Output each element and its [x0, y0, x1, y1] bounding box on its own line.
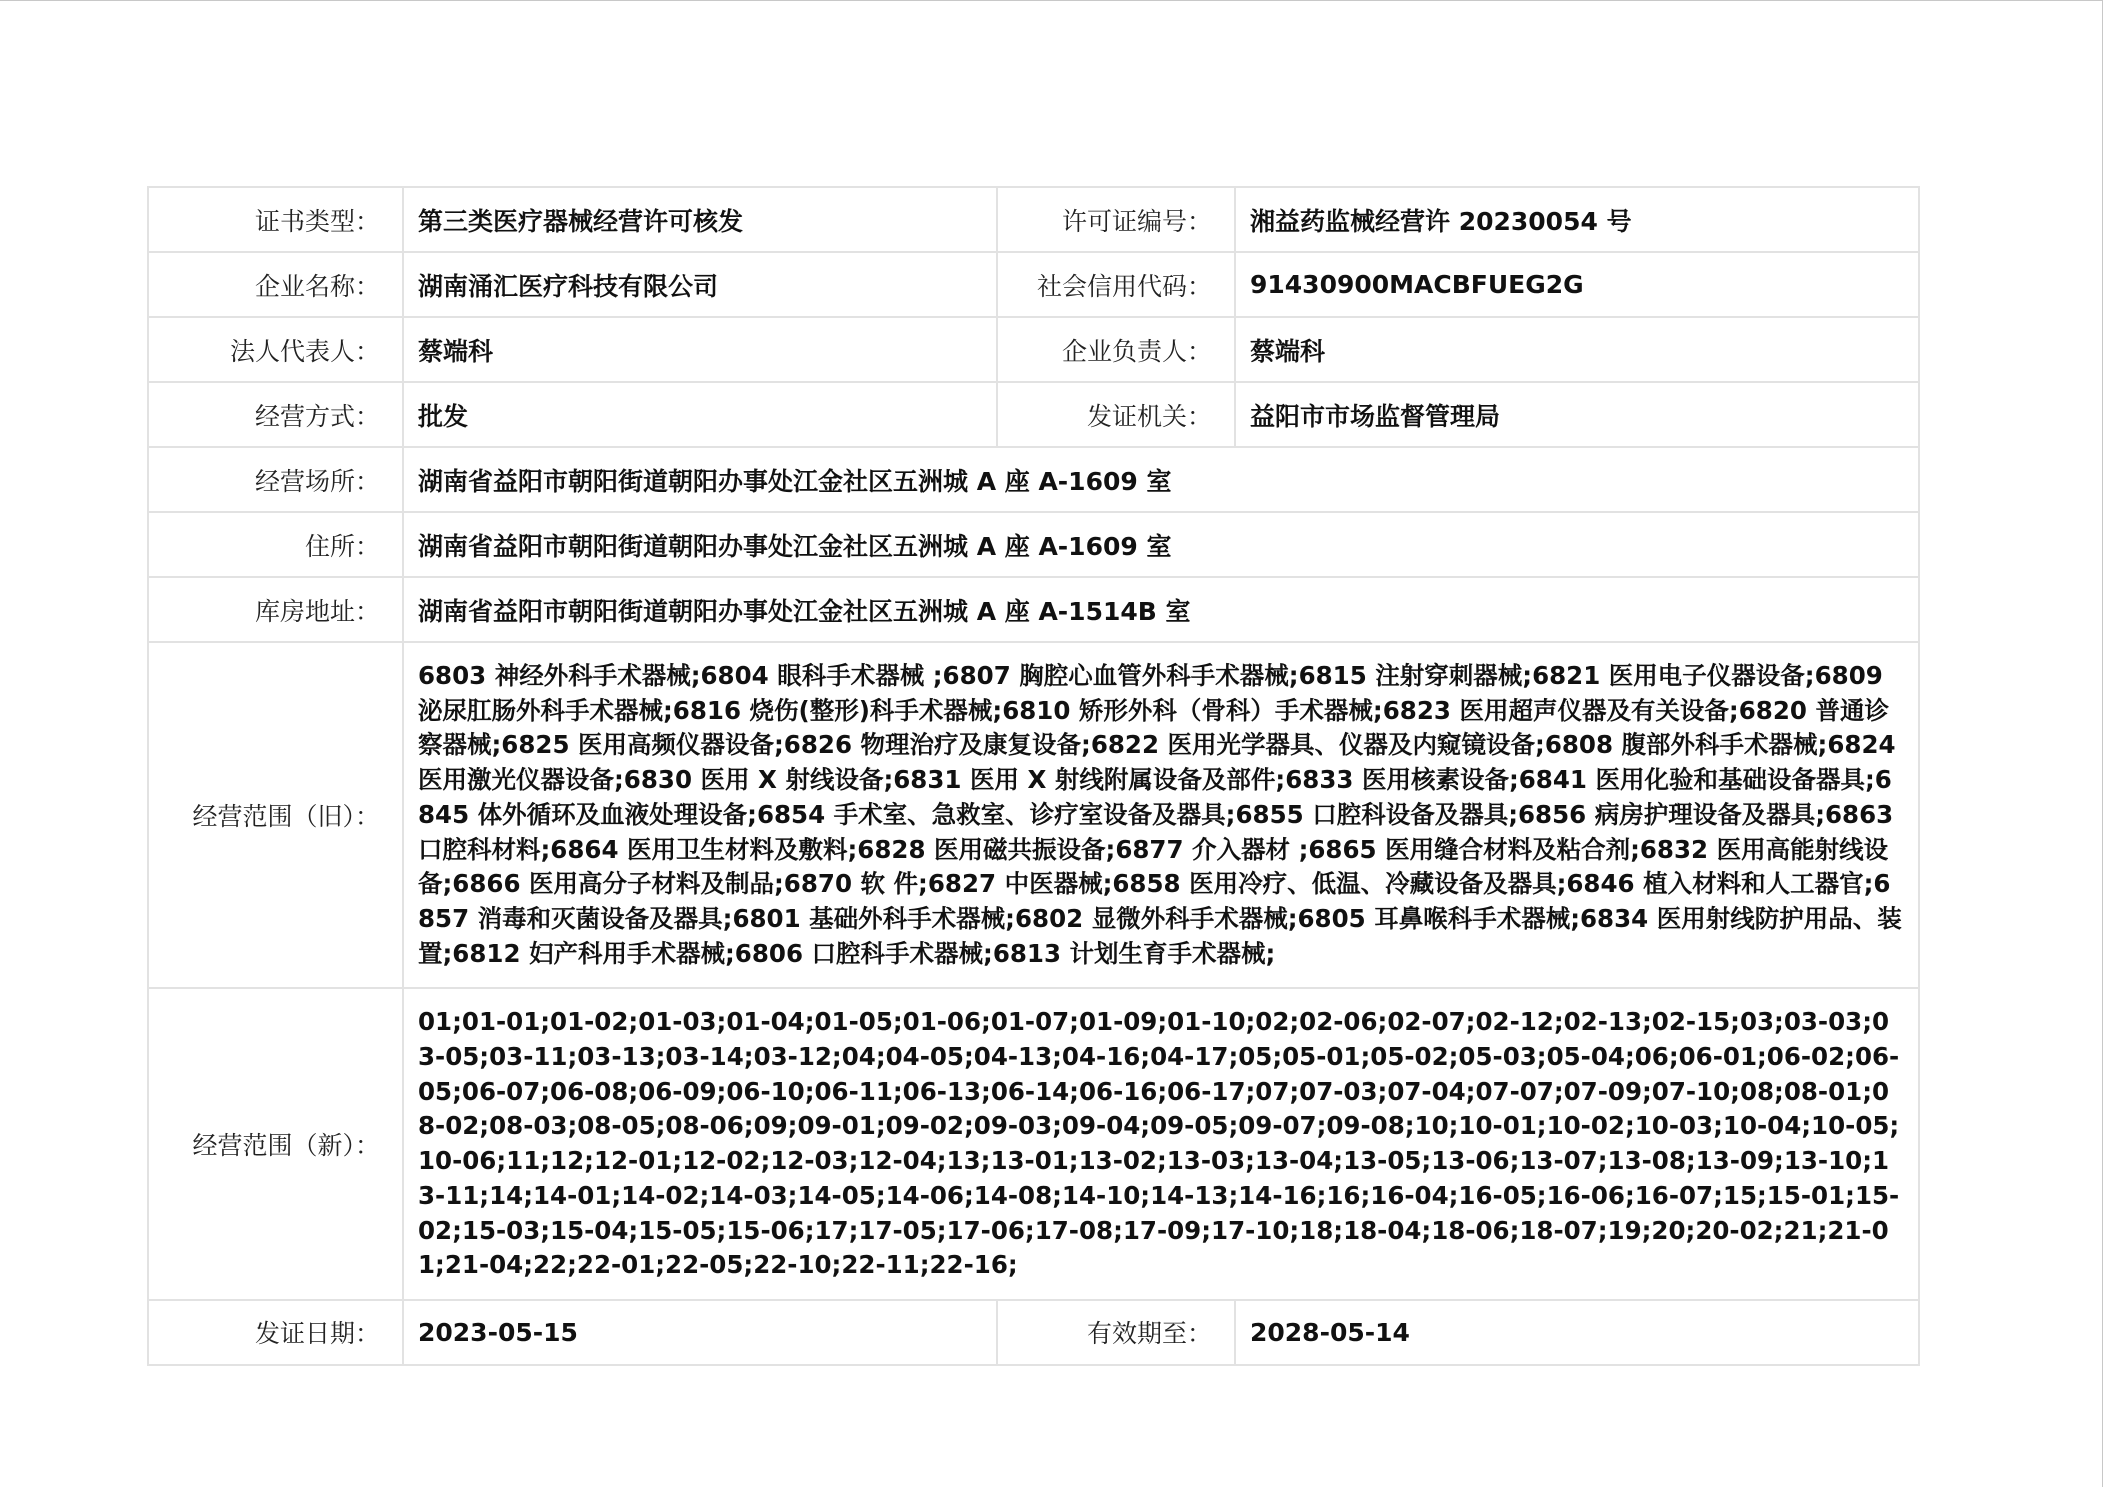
row-dates — [148, 1300, 1919, 1365]
company-name-value: 湖南涌汇医疗科技有限公司 — [403, 252, 997, 317]
row-scope-new — [148, 988, 1919, 1300]
row-business-premises — [148, 447, 1919, 512]
residence-label: 住所： — [148, 512, 403, 577]
row-cert-type — [148, 187, 1919, 252]
certificate-table — [147, 186, 1920, 1366]
person-in-charge-label: 企业负责人： — [997, 317, 1235, 382]
legal-rep-value: 蔡端科 — [403, 317, 997, 382]
scope-old-value: 6803 神经外科手术器械;6804 眼科手术器械 ;6807 胸腔心血管外科手术器械;6815 注射穿刺器械;6821 医用电子仪器设备;6809 泌尿肛肠外科手术器械;6816 烧伤(整形)科手术器械;6810 矫形外科（骨科）手术器械;6823 医用超声仪器及有关设备;6820 普通诊察器械;6825 医用高频仪器设备;6826 物理治疗及康复设备;6822 医用光学器具、仪器及内窥镜设备;6808 腹部外科手术器械;6824 医用激光仪器设备;6830 医用 X 射线设备;6831 医用 X 射线附属设备及部件;6833 医用核素设备;6841 医用化验和基础设备器具;6845 体外循环及血液处理设备;6854 手术室、急救室、诊疗室设备及器具;6855 口腔科设备及器具;6856 病房护理设备及器具;6863 口腔科材料;6864 医用卫生材料及敷料;6828 医用磁共振设备;6877 介入器材 ;6865 医用缝合材料及粘合剂;6832 医用高能射线设备;6866 医用高分子材料及制品;6870 软 件;6827 中医器械;6858 医用冷疗、低温、冷藏设备及器具;6846 植入材料和人工器官;6857 消毒和灭菌设备及器具;6801 基础外科手术器械;6802 显微外科手术器械;6805 耳鼻喉科手术器械;6834 医用射线防护用品、装置;6812 妇产科用手术器械;6806 口腔科手术器械;6813 计划生育手术器械; — [403, 642, 1919, 988]
warehouse-address-label: 库房地址： — [148, 577, 403, 642]
person-in-charge-value: 蔡端科 — [1235, 317, 1919, 382]
operation-mode-label: 经营方式： — [148, 382, 403, 447]
row-residence — [148, 512, 1919, 577]
row-warehouse — [148, 577, 1919, 642]
credit-code-label: 社会信用代码： — [997, 252, 1235, 317]
issue-date-value: 2023-05-15 — [403, 1300, 997, 1365]
row-persons — [148, 317, 1919, 382]
business-premises-label: 经营场所： — [148, 447, 403, 512]
valid-until-value: 2028-05-14 — [1235, 1300, 1919, 1365]
business-premises-value: 湖南省益阳市朝阳街道朝阳办事处江金社区五洲城 A 座 A-1609 室 — [403, 447, 1919, 512]
residence-value: 湖南省益阳市朝阳街道朝阳办事处江金社区五洲城 A 座 A-1609 室 — [403, 512, 1919, 577]
row-company — [148, 252, 1919, 317]
license-no-value: 湘益药监械经营许 20230054 号 — [1235, 187, 1919, 252]
valid-until-label: 有效期至： — [997, 1300, 1235, 1365]
scope-new-label: 经营范围（新）： — [148, 988, 403, 1300]
row-mode-authority — [148, 382, 1919, 447]
warehouse-address-value: 湖南省益阳市朝阳街道朝阳办事处江金社区五洲城 A 座 A-1514B 室 — [403, 577, 1919, 642]
issuing-authority-value: 益阳市市场监督管理局 — [1235, 382, 1919, 447]
cert-type-label: 证书类型： — [148, 187, 403, 252]
license-no-label: 许可证编号： — [997, 187, 1235, 252]
scope-old-label: 经营范围（旧）： — [148, 642, 403, 988]
row-scope-old — [148, 642, 1919, 988]
operation-mode-value: 批发 — [403, 382, 997, 447]
cert-type-value: 第三类医疗器械经营许可核发 — [403, 187, 997, 252]
legal-rep-label: 法人代表人： — [148, 317, 403, 382]
issue-date-label: 发证日期： — [148, 1300, 403, 1365]
company-name-label: 企业名称： — [148, 252, 403, 317]
scope-new-value: 01;01-01;01-02;01-03;01-04;01-05;01-06;01-07;01-09;01-10;02;02-06;02-07;02-12;02-13;02-15;03;03-03;03-05;03-11;03-13;03-14;03-12;04;04-05;04-13;04-16;04-17;05;05-01;05-02;05-03;05-04;06;06-01;06-02;06-05;06-07;06-08;06-09;06-10;06-11;06-13;06-14;06-16;06-17;07;07-03;07-04;07-07;07-09;07-10;08;08-01;08-02;08-03;08-05;08-06;09;09-01;09-02;09-03;09-04;09-05;09-07;09-08;10;10-01;10-02;10-03;10-04;10-05;10-06;11;12;12-01;12-02;12-03;12-04;13;13-01;13-02;13-03;13-04;13-05;13-06;13-07;13-08;13-09;13-10;13-11;14;14-01;14-02;14-03;14-05;14-06;14-08;14-10;14-13;14-16;16;16-04;16-05;16-06;16-07;15;15-01;15-02;15-03;15-04;15-05;15-06;17;17-05;17-06;17-08;17-09;17-10;18;18-04;18-06;18-07;19;20;20-02;21;21-01;21-04;22;22-01;22-05;22-10;22-11;22-16; — [403, 988, 1919, 1300]
issuing-authority-label: 发证机关： — [997, 382, 1235, 447]
credit-code-value: 91430900MACBFUEG2G — [1235, 252, 1919, 317]
